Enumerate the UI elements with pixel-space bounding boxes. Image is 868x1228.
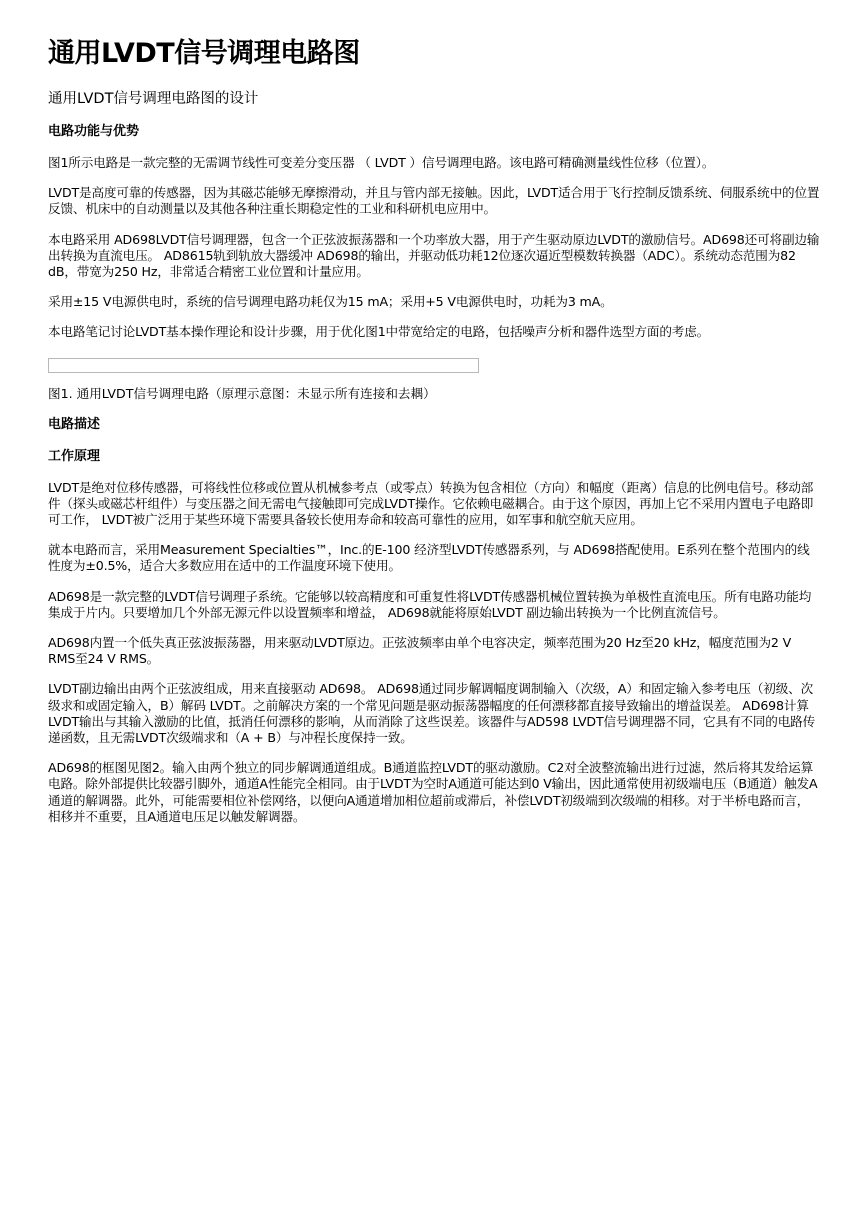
paragraph-power: 采用±15 V电源供电时，系统的信号调理电路功耗仅为15 mA；采用+5 V电源供电时，功耗为3 mA。	[48, 294, 613, 310]
paragraph-block-diagram: AD698的框图见图2。输入由两个独立的同步解调通道组成。B通道监控LVDT的驱动激励。C2对全波整流输出进行过滤，然后将其发给运算电路。除外部提供比较器引脚外，通道A性能完全相同。由于LVDT为空时A通道可能达到0 V输出，因此通常使用初级端电压（B通道）触发A通道的解调器。此外，可能需要相位补偿网络，以便向A通道增加相位超前或滞后，补偿LVDT初级端到次级端的相移。对于半桥电路而言，相移并不重要，且A通道电压足以触发解调器。	[48, 760, 818, 824]
figure-placeholder	[48, 358, 479, 373]
section-heading-description: 电路描述	[48, 416, 101, 432]
paragraph-lvdt-principle: LVDT是绝对位移传感器，可将线性位移或位置从机械参考点（或零点）转换为包含相位（方向）和幅度（距离）信息的比例电信号。移动部件（探头或磁芯杆组件）与变压器之间无需电气接触即可完成LVDT操作。它依赖电磁耦合。由于这个原因，再加上它不采用内置电子电路即可工作， LVDT被广泛用于某些环境下需要具备较长使用寿命和较高可靠性的应用，如军事和航空航天应用。	[48, 479, 814, 528]
paragraph-intro: 图1所示电路是一款完整的无需调节线性可变差分变压器 （ LVDT ）信号调理电路。该电路可精确测量线性位移（位置）。	[48, 155, 715, 170]
document-page	[48, 36, 820, 825]
section-heading-principle: 工作原理	[48, 448, 101, 464]
paragraph-oscillator: AD698内置一个低失真正弦波振荡器，用来驱动LVDT原边。正弦波频率由单个电容决定，频率范围为20 Hz至20 kHz，幅度范围为2 V RMS至24 V RMS。	[48, 635, 792, 667]
paragraph-e100-series: 就本电路而言，采用Measurement Specialties™，Inc.的E-100 经济型LVDT传感器系列，与 AD698搭配使用。E系列在整个范围内的线性度为±0.5%，适合大多数应用在适中的工作温度环境下使用。	[48, 542, 810, 574]
paragraph-ad698-subsystem: AD698是一款完整的LVDT信号调理子系统。它能够以较高精度和可重复性将LVDT传感器机械位置转换为单极性直流电压。所有电路功能均集成于片内。只要增加几个外部无源元件以设置频率和增益， AD698就能将原始LVDT 副边输出转换为一个比例直流信号。	[48, 588, 812, 620]
page-title: 通用LVDT信号调理电路图	[48, 38, 360, 69]
paragraph-lvdt-reliability: LVDT是高度可靠的传感器，因为其磁芯能够无摩擦滑动，并且与管内部无接触。因此，LVDT适合用于飞行控制反馈系统、伺服系统中的位置反馈、机床中的自动测量以及其他各种注重长期稳定性的工业和科研机电应用中。	[48, 185, 820, 217]
figure-caption: 图1. 通用LVDT信号调理电路（原理示意图：未显示所有连接和去耦）	[48, 385, 436, 401]
paragraph-circuit-note: 本电路笔记讨论LVDT基本操作理论和设计步骤，用于优化图1中带宽给定的电路，包括噪声分析和器件选型方面的考虑。	[48, 324, 710, 340]
section-heading-features: 电路功能与优势	[48, 124, 140, 139]
page-subtitle: 通用LVDT信号调理电路图的设计	[48, 91, 259, 107]
paragraph-ad698-overview: 本电路采用 AD698LVDT信号调理器，包含一个正弦波振荡器和一个功率放大器，用于产生驱动原边LVDT的激励信号。AD698还可将副边输出转换为直流电压。 AD8615轨到轨放大器缓冲 AD698的输出，并驱动低功耗12位逐次逼近型模数转换器（ADC）。系统动态范围为82 dB，带宽为250 Hz，非常适合精密工业位置和计量应用。	[48, 231, 820, 280]
paragraph-secondary-output: LVDT副边输出由两个正弦波组成，用来直接驱动 AD698。 AD698通过同步解调幅度调制输入（次级，A）和固定输入参考电压（初级、次级求和或固定输入，B）解码 LVDT。之前解决方案的一个常见问题是驱动振荡器幅度的任何漂移都直接导致输出的增益误差。 AD698计算 LVDT输出与其输入激励的比值，抵消任何漂移的影响，从而消除了这些误差。该器件与AD598 LVDT信号调理器不同，它具有不同的电路传递函数，且无需LVDT次级端求和（A + B）与冲程长度保持一致。	[48, 681, 816, 746]
